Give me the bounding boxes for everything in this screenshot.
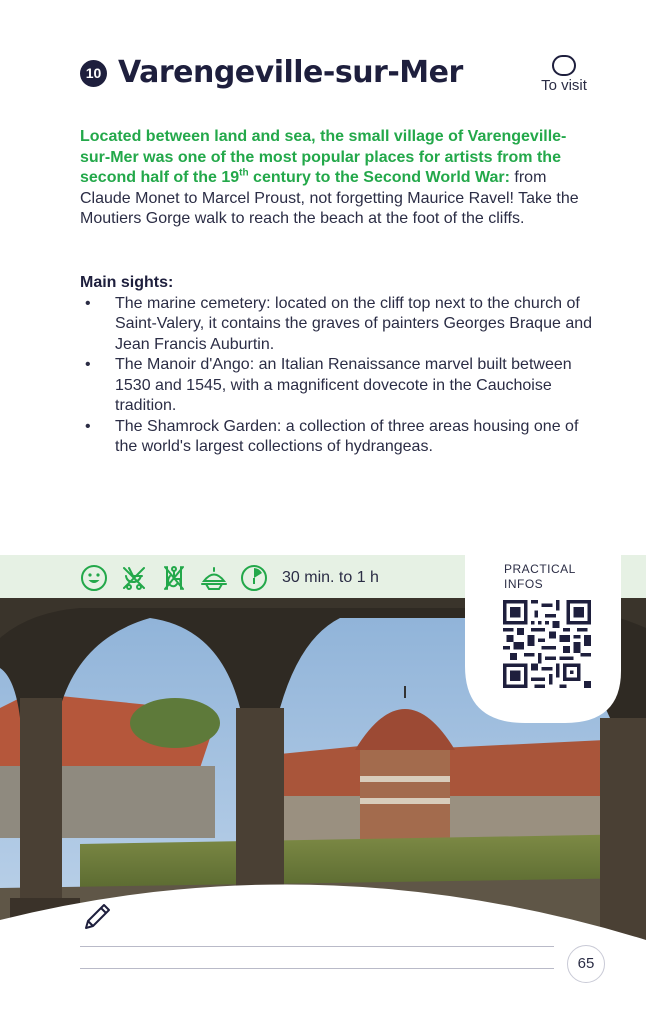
practical-infos-label — [504, 562, 576, 592]
intro-lead-part2: century to the Second World War: — [248, 169, 510, 186]
site-number-badge: 10 — [80, 60, 107, 87]
note-line — [80, 946, 554, 947]
main-sights-list — [80, 294, 600, 458]
practical-label-line1: PRACTICAL — [504, 562, 576, 576]
main-sights-heading: Main sights: — [80, 274, 174, 291]
list-item — [80, 355, 600, 417]
page-header — [80, 55, 600, 105]
bullet: • — [85, 356, 91, 373]
bullet: • — [85, 417, 91, 435]
picnic-icon — [200, 564, 228, 592]
qr-code-icon[interactable] — [503, 600, 591, 688]
intro-lead-part1: Located between land and sea, the small village of Varengeville-sur-Mer was one of the most popular places for artists from the second half of the 19 — [80, 128, 567, 186]
intro-lead-superscript: th — [239, 167, 249, 179]
notes-area — [0, 860, 646, 1024]
no-stroller-icon — [120, 564, 148, 592]
list-item-text: The Manoir d'Ango: an Italian Renaissance marvel built between 1530 and 1545, with a magnificent dovecote in the Cauchoise tradition. — [115, 356, 572, 414]
note-line — [80, 968, 554, 969]
list-item-text: The Shamrock Garden: a collection of three areas housing one of the world's largest collections of hydrangeas. — [115, 417, 579, 455]
to-visit-label: To visit — [541, 77, 587, 94]
no-wheelchair-icon — [160, 564, 188, 592]
clock-icon — [240, 564, 268, 592]
page-title: Varengeville-sur-Mer — [118, 55, 463, 90]
visit-duration: 30 min. to 1 h — [282, 569, 379, 586]
intro-lead — [80, 128, 566, 186]
intro-paragraph — [80, 127, 590, 230]
practical-label-line2: INFOS — [504, 577, 544, 591]
page-number: 65 — [567, 945, 605, 983]
main-sights-section — [80, 273, 600, 458]
info-icons-row — [80, 562, 379, 594]
to-visit-checkbox[interactable] — [533, 55, 595, 94]
list-item — [80, 294, 600, 356]
checkbox-icon[interactable] — [552, 55, 576, 76]
smiley-icon — [80, 564, 108, 592]
intro-body: from Claude Monet to Marcel Proust, not forgetting Maurice Ravel! Take the Moutiers Gorge walk to reach the beach at the foot of the cliffs. — [80, 169, 579, 227]
list-item-text: The marine cemetery: located on the cliff top next to the church of Saint-Valery, it contains the graves of painters Georges Braque and Jean Francis Auburtin. — [115, 294, 593, 353]
pencil-icon — [82, 900, 114, 932]
bullet: • — [85, 294, 91, 312]
list-item — [80, 417, 600, 458]
